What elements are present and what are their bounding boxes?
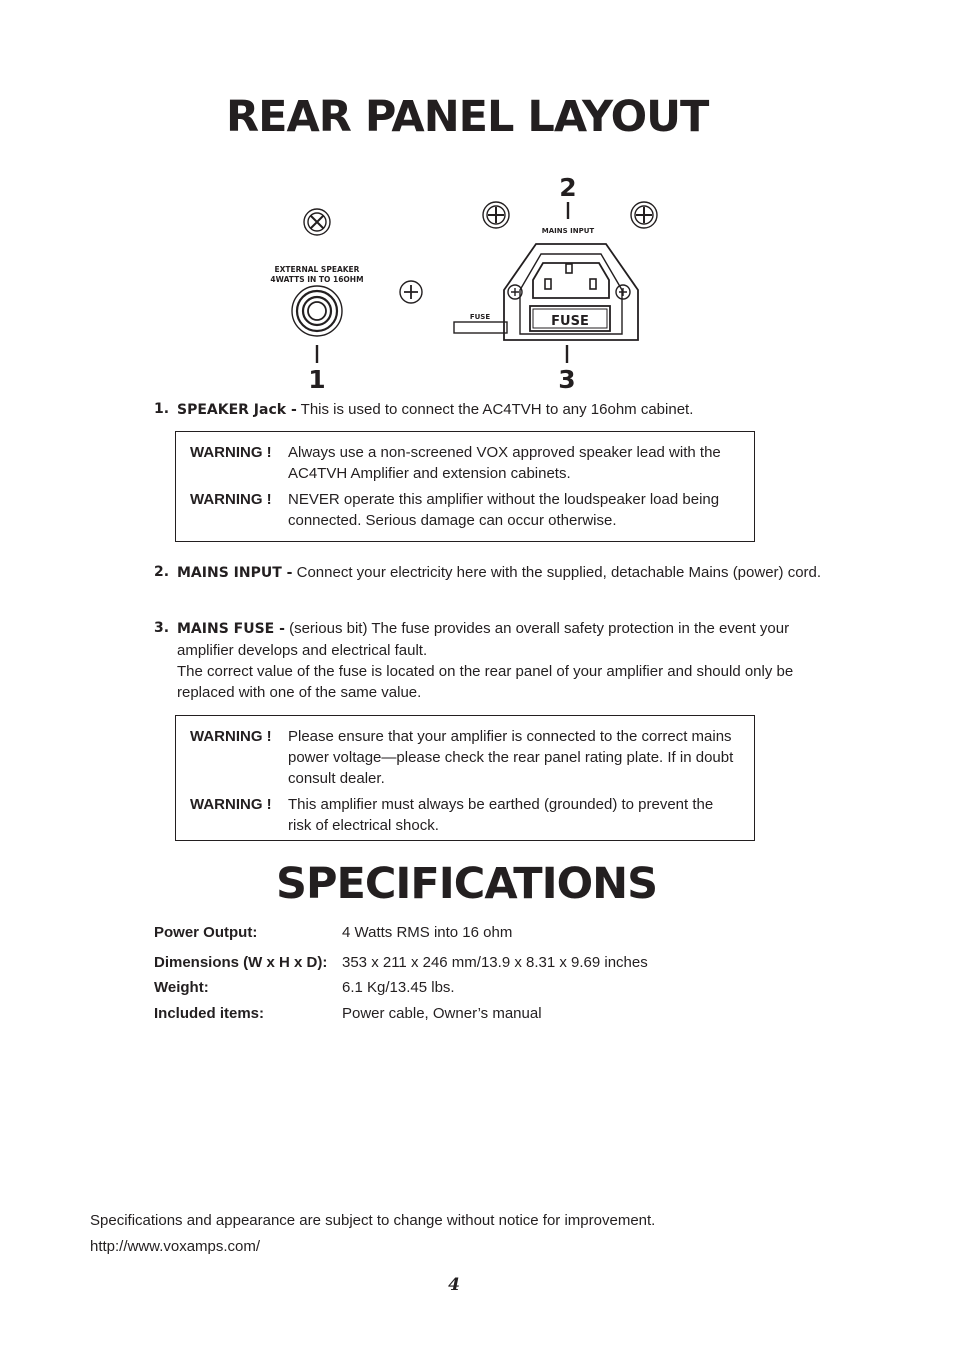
screw-icon: [483, 202, 509, 228]
ext-speaker-rating-label: 4WATTS IN TO 16OHM: [270, 275, 364, 284]
item-number: 1.: [154, 401, 170, 417]
item-label: MAINS FUSE -: [177, 621, 285, 637]
item-text: Connect your electricity here with the supplied, detachable Mains (power) cord.: [292, 564, 822, 581]
page-title-specifications: SPECIFICATIONS: [276, 859, 658, 909]
item-mains-fuse: [154, 618, 834, 703]
item-text: This is used to connect the AC4TVH to any 16ohm cabinet.: [296, 401, 694, 418]
footer-notice: Specifications and appearance are subject to change without notice for improvement.: [90, 1212, 656, 1229]
callout-2: 2: [559, 173, 577, 202]
warning: [190, 489, 740, 531]
mains-input-label: MAINS INPUT: [541, 227, 595, 235]
item-number: 3.: [154, 620, 170, 636]
footer-url[interactable]: http://www.voxamps.com/: [90, 1238, 261, 1255]
fuse-label-box: [454, 322, 507, 333]
page-number: 4: [448, 1275, 460, 1295]
warning-label: WARNING !: [190, 491, 272, 508]
screw-icon: [631, 202, 657, 228]
item-label: MAINS INPUT -: [177, 565, 293, 581]
warning-label: WARNING !: [190, 728, 272, 745]
screw-icon: [400, 281, 422, 303]
page-title-rear-panel: REAR PANEL LAYOUT: [226, 92, 709, 142]
item-text-2: The correct value of the fuse is located on the rear panel of your amplifier and should only be replaced with one of the same value.: [177, 663, 794, 701]
callout-3: 3: [558, 365, 576, 394]
warning-text: NEVER operate this amplifier without the loudspeaker load being connected. Serious damage can occur otherwise.: [288, 491, 720, 529]
warning-text: Please ensure that your amplifier is connected to the correct mains power voltage—please check the rear panel rating plate. If in doubt consult dealer.: [288, 728, 734, 787]
spec-value: 353 x 211 x 246 mm/13.9 x 8.31 x 9.69 inches: [342, 954, 648, 971]
item-label: SPEAKER Jack -: [177, 402, 297, 418]
fuse-drawer-text: FUSE: [551, 314, 589, 329]
warning-text: Always use a non-screened VOX approved speaker lead with the AC4TVH Amplifier and extension cabinets.: [288, 444, 721, 482]
spec-key: Included items:: [154, 1005, 265, 1022]
warning-box: [175, 715, 755, 841]
warning: [190, 442, 740, 484]
item-text: (serious bit) The fuse provides an overall safety protection in the event your amplifier develops and electrical fault.: [177, 620, 790, 659]
item-number: 2.: [154, 564, 170, 580]
item-mains-input: [154, 562, 854, 584]
warning-label: WARNING !: [190, 796, 272, 813]
spec-value: 4 Watts RMS into 16 ohm: [342, 924, 513, 941]
spec-key: Dimensions (W x H x D):: [154, 954, 328, 971]
spec-value: Power cable, Owner’s manual: [342, 1005, 542, 1022]
warning-box: [175, 431, 755, 542]
warning: [190, 794, 740, 836]
rear-panel-diagram: [0, 0, 954, 400]
ext-speaker-label: EXTERNAL SPEAKER: [274, 265, 360, 274]
speaker-jack-icon: [292, 286, 342, 336]
warning-label: WARNING !: [190, 444, 272, 461]
callout-1: 1: [308, 365, 326, 394]
spec-value: 6.1 Kg/13.45 lbs.: [342, 979, 455, 996]
warning: [190, 726, 740, 789]
warning-text: This amplifier must always be earthed (grounded) to prevent the risk of electrical shock.: [288, 796, 714, 834]
spec-key: Power Output:: [154, 924, 258, 941]
screw-icon: [304, 209, 330, 235]
fuse-label: FUSE: [469, 313, 491, 321]
spec-key: Weight:: [154, 979, 209, 996]
item-speaker-jack: [154, 399, 854, 421]
